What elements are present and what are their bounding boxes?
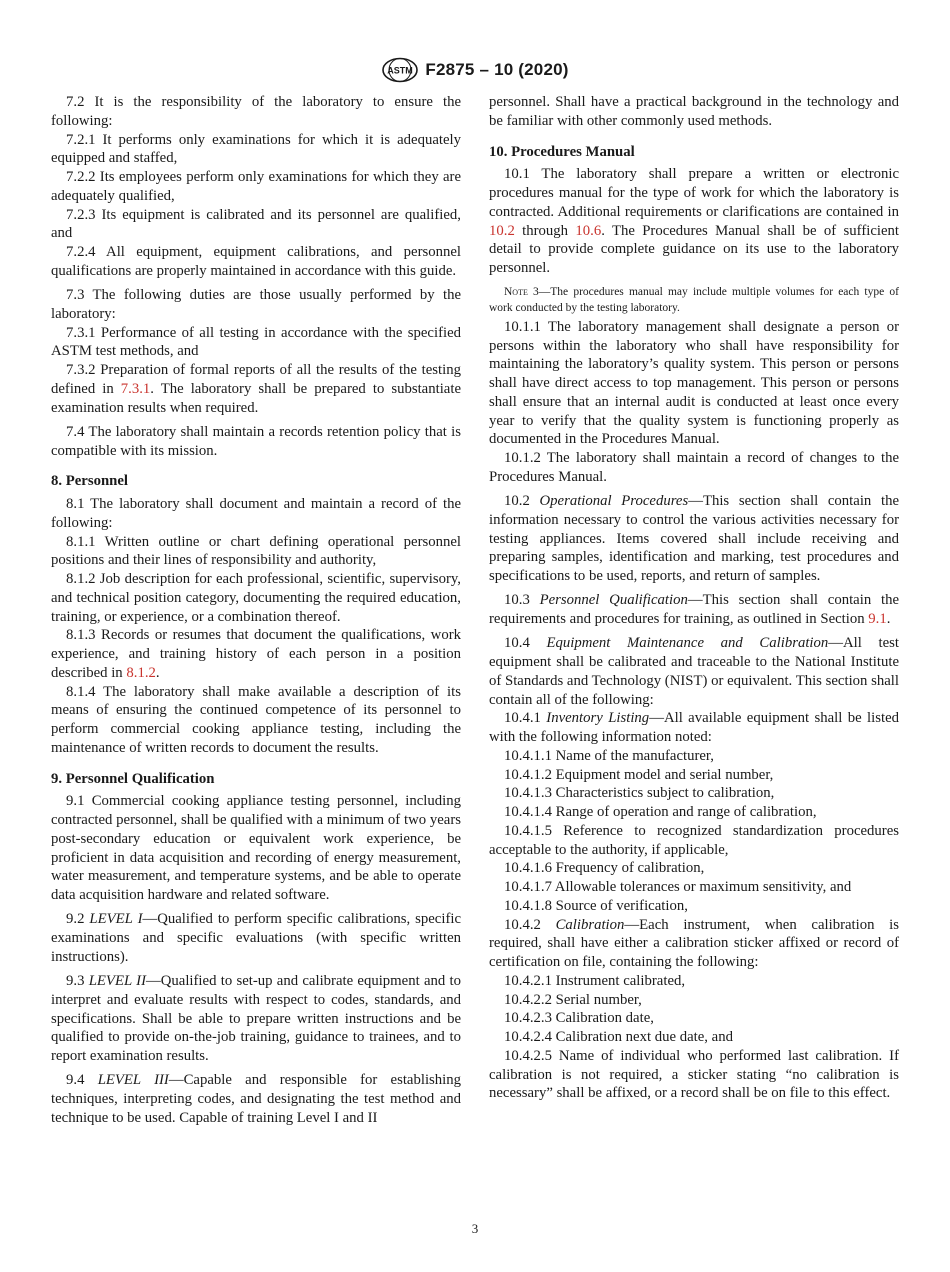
section-heading-9: 9. Personnel Qualification bbox=[51, 770, 215, 787]
para-10-4: 10.4 Equipment Maintenance and Calibration—All test equipment shall be calibrated and traceable to the National Institute of Standards and Technology (NIST) or equivalent. This section shall contain all of the following: bbox=[489, 635, 900, 708]
para-10-2: 10.2 Operational Procedures—This section shall contain the information necessary to control the various activities necessary for testing appliances. Items covered shall include receiving and preparing samples, identification and marking, test procedures and specifications to be used, reports, and return of samples. bbox=[489, 493, 899, 584]
para-8-1-3: 8.1.3 Records or resumes that document the qualifications, work experience, and training history of each person in a position described in 8.1.2. bbox=[51, 627, 461, 681]
ref-link-10-2[interactable]: 10.2 bbox=[489, 222, 515, 239]
para-9-2: 9.2 LEVEL I—Qualified to perform specific calibrations, specific examinations and specific evaluations (with specific written instructions). bbox=[51, 911, 462, 965]
para-10-1-2: 10.1.2 The laboratory shall maintain a record of changes to the Procedures Manual. bbox=[489, 450, 899, 485]
para-10-4-1-2: 10.4.1.2 Equipment model and serial number, bbox=[504, 766, 774, 783]
right-column bbox=[489, 93, 899, 1103]
para-10-4-1-4: 10.4.1.4 Range of operation and range of calibration, bbox=[504, 804, 817, 820]
page-number: 3 bbox=[471, 1221, 479, 1236]
astm-logo-icon bbox=[381, 57, 419, 83]
para-10-3: 10.3 Personnel Qualification—This section shall contain the requirements and procedures for training, as outlined in Section 9.1. bbox=[489, 592, 900, 627]
document-code: F2875 – 10 (2020) bbox=[425, 60, 569, 79]
para-10-4-2-3: 10.4.2.3 Calibration date, bbox=[504, 1010, 654, 1027]
para-7-2-4: 7.2.4 All equipment, equipment calibrations, and personnel qualifications are properly maintained in accordance with this guide. bbox=[51, 244, 461, 279]
para-9-1: 9.1 Commercial cooking appliance testing personnel, including contracted personnel, shall be qualified with a minimum of two years post-secondary education or equivalent work experience, be proficient in data acquisition and recording of energy measurement, water measurement, and temperature systems, and be able to operate data acquisition hardware and related software. bbox=[51, 793, 461, 903]
para-7-2-1: 7.2.1 It performs only examinations for which it is adequately equipped and staffed, bbox=[51, 131, 461, 167]
para-10-4-2-5: 10.4.2.5 Name of individual who performed last calibration. If calibration is not required, a sticker stating “no calibration is necessary” shall be affixed, or a record shall be on file to this effect. bbox=[489, 1047, 899, 1102]
para-10-4-2-4: 10.4.2.4 Calibration next due date, and bbox=[504, 1029, 733, 1045]
note-3: Note 3—The procedures manual may include multiple volumes for each type of work conducted by the testing laboratory. bbox=[489, 285, 899, 314]
para-10-4-2-1: 10.4.2.1 Instrument calibrated, bbox=[504, 972, 686, 989]
para-7-3: 7.3 The following duties are those usually performed by the laboratory: bbox=[51, 287, 461, 322]
para-7-3-2: 7.3.2 Preparation of formal reports of all the results of the testing defined in 7.3.1. The laboratory shall be prepared to substantiate examination results when required. bbox=[51, 362, 461, 416]
para-9-4: 9.4 LEVEL III—Capable and responsible for establishing techniques, interpreting codes, and designating the test method and technique to be used. Capable of training Level I and II bbox=[51, 1072, 462, 1126]
para-7-2: 7.2 It is the responsibility of the laboratory to ensure the following: bbox=[51, 94, 461, 129]
para-10-4-1-7: 10.4.1.7 Allowable tolerances or maximum sensitivity, and bbox=[504, 879, 852, 895]
page-header bbox=[0, 57, 950, 83]
para-8-1-2: 8.1.2 Job description for each professional, scientific, supervisory, and technical position category, documenting the required education, training, or experience, or a combination thereof. bbox=[51, 571, 461, 625]
logo-lettering: ASTM bbox=[387, 65, 414, 76]
ref-link-10-6[interactable]: 10.6 bbox=[575, 222, 602, 239]
ref-link-9-1[interactable]: 9.1 bbox=[868, 611, 887, 627]
section-heading-8: 8. Personnel bbox=[51, 473, 129, 490]
para-7-3-1: 7.3.1 Performance of all testing in accordance with the specified ASTM test methods, and bbox=[51, 324, 461, 360]
para-10-4-1-3: 10.4.1.3 Characteristics subject to calibration, bbox=[504, 785, 775, 802]
para-8-1-1: 8.1.1 Written outline or chart defining operational personnel positions and their lines of responsibility and authority, bbox=[51, 533, 461, 569]
para-10-1: 10.1 The laboratory shall prepare a written or electronic procedures manual for the type of work for which the laboratory is contracted. Additional requirements or clarifications are contained in 10.2 through 10.6. The Procedures Manual shall be of sufficient detail to provide complete guidance on its use to the laboratory personnel. bbox=[489, 166, 899, 276]
para-10-4-1-8: 10.4.1.8 Source of verification, bbox=[504, 897, 688, 914]
para-10-1-1: 10.1.1 The laboratory management shall designate a person or persons within the laboratory who shall have responsibility for maintaining the laboratory’s quality system. This person or persons shall have direct access to top management. This person or persons shall ensure that an internal audit is conducted at least once every year to verify that the quality system is functioning properly as documented in the Procedures Manual. bbox=[489, 318, 899, 448]
left-column bbox=[51, 93, 461, 1128]
para-9-3: 9.3 LEVEL II—Qualified to set-up and calibrate equipment and to interpret and evaluate results with respect to codes, standards, and specifications. Shall be able to prepare written instructions and be qualified to provide on-the-job training, guidance to trainees, and to report examination results. bbox=[51, 973, 462, 1064]
ref-link-8-1-2[interactable]: 8.1.2 bbox=[126, 664, 156, 681]
para-7-4: 7.4 The laboratory shall maintain a records retention policy that is compatible with its mission. bbox=[51, 423, 461, 459]
para-9-4-continued: personnel. Shall have a practical background in the technology and be familiar with other commonly used methods. bbox=[489, 94, 899, 129]
section-heading-10: 10. Procedures Manual bbox=[489, 143, 635, 160]
para-7-2-2: 7.2.2 Its employees perform only examinations for which they are adequately qualified, bbox=[51, 169, 461, 204]
para-10-4-1-1: 10.4.1.1 Name of the manufacturer, bbox=[504, 747, 714, 764]
para-8-1: 8.1 The laboratory shall document and maintain a record of the following: bbox=[51, 496, 461, 531]
para-10-4-1-5: 10.4.1.5 Reference to recognized standardization procedures acceptable to the authority, if applicable, bbox=[489, 822, 899, 858]
para-10-4-2: 10.4.2 Calibration—Each instrument, when calibration is required, shall have either a calibration sticker affixed or record of certification on file, containing the following: bbox=[489, 916, 899, 970]
para-8-1-4: 8.1.4 The laboratory shall make available a description of its means of ensuring the continued competence of its personnel to perform commercial cooking appliance testing, including the maintenance of written records to document the results. bbox=[51, 683, 461, 756]
para-10-4-2-2: 10.4.2.2 Serial number, bbox=[504, 991, 642, 1008]
para-10-4-1: 10.4.1 Inventory Listing—All available equipment shall be listed with the following information noted: bbox=[489, 710, 900, 745]
para-7-2-3: 7.2.3 Its equipment is calibrated and its personnel are qualified, and bbox=[51, 206, 461, 242]
para-10-4-1-6: 10.4.1.6 Frequency of calibration, bbox=[504, 860, 705, 877]
ref-link-7-3-1[interactable]: 7.3.1 bbox=[120, 380, 151, 397]
